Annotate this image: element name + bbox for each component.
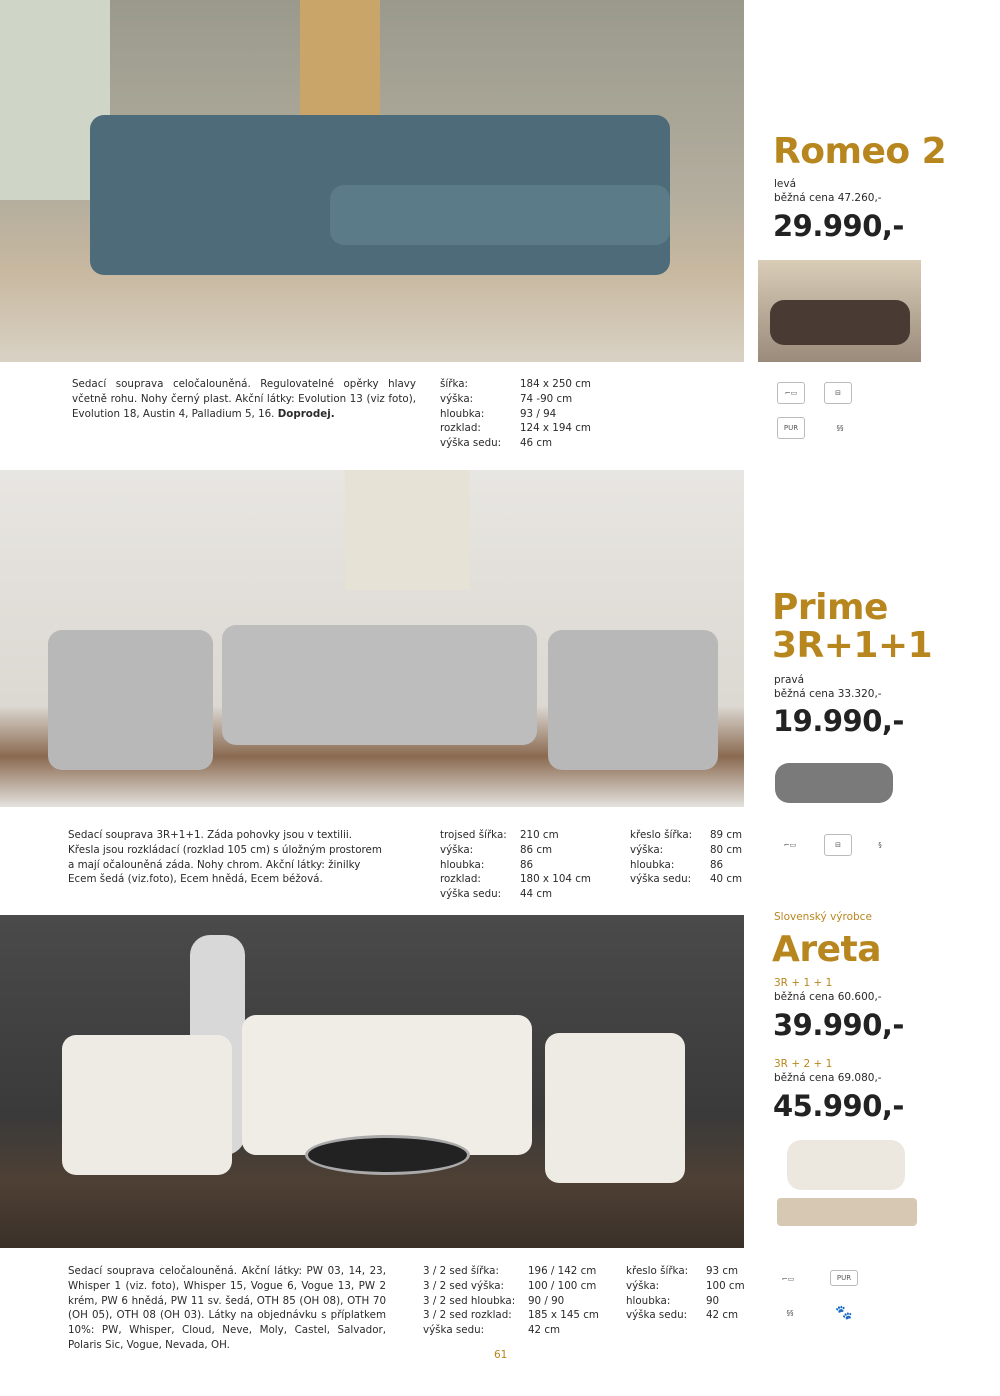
spec-row xyxy=(440,858,591,873)
spec-row xyxy=(630,843,742,858)
spec-label: výška sedu: xyxy=(440,437,502,450)
spec-value: 42 cm xyxy=(706,1309,739,1322)
spec-row xyxy=(440,436,591,451)
spec-value: 124 x 194 cm xyxy=(520,422,591,435)
romeo-main-photo xyxy=(0,0,744,362)
spec-value: 90 / 90 xyxy=(528,1294,565,1307)
sale-price: 45.990,- xyxy=(773,1089,904,1123)
spec-value: 93 cm xyxy=(706,1265,739,1277)
spec-row xyxy=(423,1264,599,1279)
pur-label: PUR xyxy=(783,424,799,432)
spec-row xyxy=(626,1264,745,1279)
spec-label: hloubka: xyxy=(440,858,485,871)
armchair-specs-table xyxy=(630,828,742,887)
spring-icon: § xyxy=(878,841,882,849)
page-number: 61 xyxy=(494,1349,508,1361)
product-description: Sedací souprava 3R+1+1. Záda pohovky jsou v textilii. Křesla jsou rozkládací (rozklad 105 cm) s úložným prostorem a mají očalouněná záda. Nohy chrom. Akční látky: žinilky Ecem šedá (viz.foto), Ecem hnědá, Ecem béžová. xyxy=(68,829,382,886)
regular-price: běžná cena 60.600,- xyxy=(774,991,882,1003)
spec-value: 100 cm xyxy=(706,1279,745,1292)
spec-label: výška sedu: xyxy=(626,1309,688,1322)
specs-table xyxy=(440,828,591,902)
pet-friendly-icon: 🐾 xyxy=(835,1305,853,1321)
spec-value: 89 cm xyxy=(710,829,743,841)
prime-bed-photo xyxy=(775,755,893,807)
spec-value: 196 / 142 cm xyxy=(528,1265,597,1277)
spec-value: 42 cm xyxy=(528,1324,561,1337)
spec-row xyxy=(440,828,591,843)
spec-value: 100 / 100 cm xyxy=(528,1279,597,1292)
sofa-bed-icon: ⌐▭ xyxy=(781,1275,795,1283)
spec-row xyxy=(630,858,742,873)
recliner-icon: ⌐▭ xyxy=(777,382,805,404)
romeo-bed-photo xyxy=(758,260,921,362)
origin-label: Slovenský výrobce xyxy=(774,911,872,923)
spec-label: šířka: xyxy=(440,378,469,390)
product-title: Prime xyxy=(772,587,888,628)
spec-value: 44 cm xyxy=(520,888,553,901)
spec-row xyxy=(440,377,591,392)
spec-label: 3 / 2 sed rozklad: xyxy=(423,1309,512,1322)
option-label: 3R + 1 + 1 xyxy=(774,977,833,989)
spec-value: 180 x 104 cm xyxy=(520,873,591,886)
spec-row xyxy=(440,392,591,407)
armchair-specs-table xyxy=(626,1264,745,1323)
description-text: Sedací souprava celočalouněná. Regulovatelné opěrky hlavy včetně rohu. Nohy černý plast. Akční látky: Evolution 13 (viz foto), Evolution 18, Austin 4, Palladium 5, 16. xyxy=(72,378,416,420)
sale-price: 29.990,- xyxy=(773,209,904,243)
spec-value: 74 -90 cm xyxy=(520,392,573,405)
spec-label: výška: xyxy=(630,843,664,856)
specs-table xyxy=(440,377,591,451)
spec-value: 90 xyxy=(706,1294,720,1307)
spec-value: 46 cm xyxy=(520,437,553,450)
spec-value: 86 xyxy=(710,858,724,871)
spec-label: 3 / 2 sed šířka: xyxy=(423,1265,499,1277)
sale-price: 39.990,- xyxy=(773,1008,904,1042)
spec-value: 210 cm xyxy=(520,829,559,841)
springs-icon: §§ xyxy=(836,424,844,432)
spec-row xyxy=(440,872,591,887)
option-label: 3R + 2 + 1 xyxy=(774,1058,833,1070)
spec-label: rozklad: xyxy=(440,422,481,435)
spec-value: 86 xyxy=(520,858,534,871)
pur-foam-icon xyxy=(830,1270,858,1286)
spec-value: 185 x 145 cm xyxy=(528,1309,599,1322)
pur-label: PUR xyxy=(836,1274,852,1282)
spec-label: hloubka: xyxy=(440,407,485,420)
pur-foam-icon xyxy=(777,417,805,439)
spec-row xyxy=(423,1308,599,1323)
spec-label: výška sedu: xyxy=(630,873,692,886)
storage-box-icon: ⊟ xyxy=(824,382,852,404)
product-subtitle: 3R+1+1 xyxy=(772,625,933,666)
product-title: Areta xyxy=(772,929,882,970)
spec-row xyxy=(423,1294,599,1309)
spec-label: hloubka: xyxy=(626,1294,671,1307)
spec-value: 80 cm xyxy=(710,843,743,856)
areta-main-photo xyxy=(0,915,744,1248)
spec-row xyxy=(423,1279,599,1294)
regular-price: běžná cena 69.080,- xyxy=(774,1072,882,1084)
product-description xyxy=(72,377,416,421)
spec-row xyxy=(626,1294,745,1309)
spec-label: 3 / 2 sed hloubka: xyxy=(423,1294,516,1307)
product-title: Romeo 2 xyxy=(773,131,947,172)
spec-label: výška: xyxy=(626,1279,660,1292)
spec-row xyxy=(440,421,591,436)
specs-table xyxy=(423,1264,599,1338)
spec-label: trojsed šířka: xyxy=(440,829,507,841)
spec-row xyxy=(440,407,591,422)
spec-row xyxy=(630,828,742,843)
spec-label: výška sedu: xyxy=(423,1324,485,1337)
spec-row xyxy=(630,872,742,887)
spec-value: 184 x 250 cm xyxy=(520,378,591,390)
areta-bed-photo xyxy=(775,1138,918,1250)
product-description: Sedací souprava celočalouněná. Akční látky: PW 03, 14, 23, Whisper 1 (viz. foto), Whisper 15, Vogue 6, Vogue 13, PW 2 krém, PW 6 hnědá, PW 11 sv. šedá, OTH 85 (OH 08), OTH 70 (OH 05), OTH 08 (OH 03). Látky na objednávku s příplatkem 10%: PW, Whisper, Cloud, Neve, Moly, Castel, Salvador, Polaris Sic, Vogue, Nevada, OH. xyxy=(68,1265,386,1351)
sale-price: 19.990,- xyxy=(773,704,904,738)
spec-label: rozklad: xyxy=(440,873,481,886)
spec-label: výška sedu: xyxy=(440,888,502,901)
spec-row xyxy=(626,1279,745,1294)
storage-box-icon: ⊟ xyxy=(824,834,852,856)
clearance-note: Doprodej. xyxy=(277,407,335,420)
spec-row xyxy=(440,843,591,858)
spec-value: 40 cm xyxy=(710,873,743,886)
regular-price: běžná cena 47.260,- xyxy=(774,192,882,204)
spec-label: křeslo šířka: xyxy=(626,1265,689,1277)
spec-label: 3 / 2 sed výška: xyxy=(423,1279,505,1292)
spec-row xyxy=(440,887,591,902)
spec-label: křeslo šířka: xyxy=(630,829,693,841)
prime-main-photo xyxy=(0,470,744,807)
spec-label: hloubka: xyxy=(630,858,675,871)
spec-row xyxy=(626,1308,745,1323)
regular-price: běžná cena 33.320,- xyxy=(774,688,882,700)
spec-label: výška: xyxy=(440,843,474,856)
sofa-bed-icon: ⌐▭ xyxy=(783,841,797,849)
spec-row xyxy=(423,1323,599,1338)
variant: levá xyxy=(774,178,797,190)
springs-icon: §§ xyxy=(786,1309,794,1317)
spec-value: 86 cm xyxy=(520,843,553,856)
spec-value: 93 / 94 xyxy=(520,407,557,420)
variant: pravá xyxy=(774,674,805,686)
spec-label: výška: xyxy=(440,392,474,405)
